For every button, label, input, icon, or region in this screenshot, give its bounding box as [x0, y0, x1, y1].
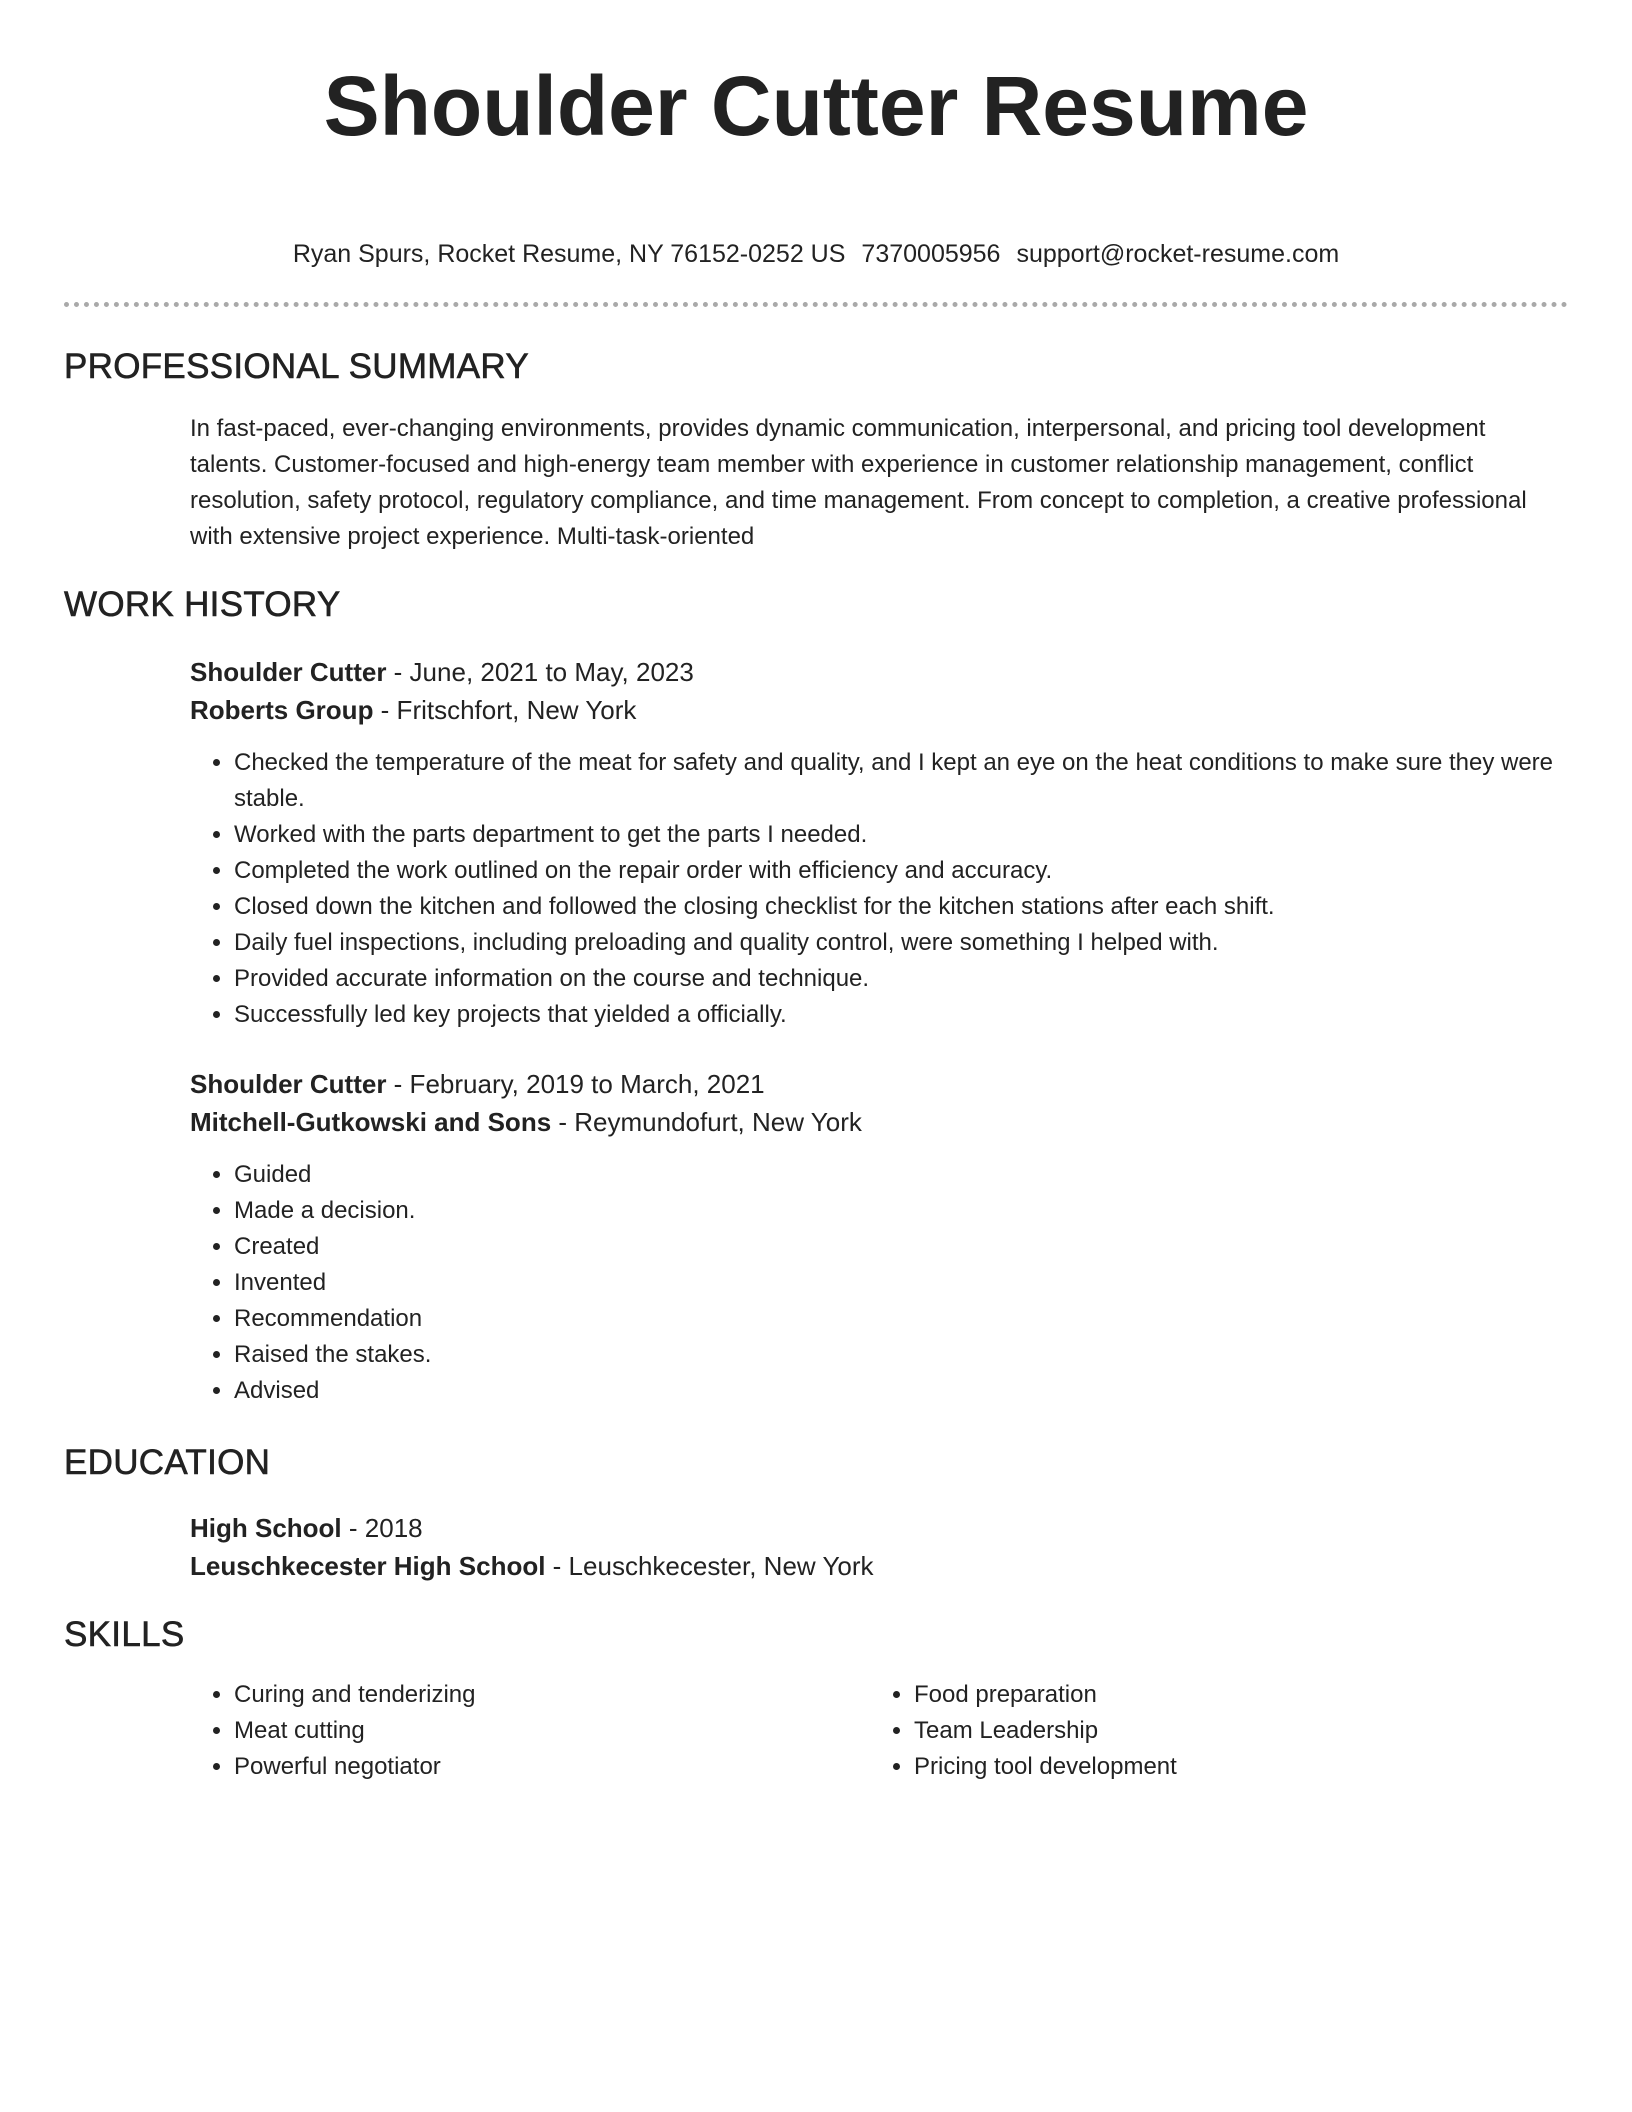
job-company-line: [190, 1103, 1568, 1141]
job-entry: [190, 653, 1568, 1033]
job-bullet: • Recommendation: [234, 1301, 1568, 1337]
job-company: Mitchell-Gutkowski and Sons: [190, 1107, 552, 1137]
job-bullet: • Completed the work outlined on the repair order with efficiency and accuracy.: [234, 853, 1568, 889]
education-year: - 2018: [341, 1513, 423, 1543]
header-divider: [64, 302, 1568, 307]
job-bullet: • Advised: [234, 1373, 1568, 1409]
education-school-line: [190, 1547, 1568, 1585]
job-bullet: • Successfully led key projects that yielded a officially.: [234, 997, 1568, 1033]
job-bullet: • Raised the stakes.: [234, 1337, 1568, 1373]
education-heading: EDUCATION: [64, 1443, 271, 1482]
skill-item: • Food preparation: [914, 1677, 1470, 1713]
job-bullet: • Created: [234, 1229, 1568, 1265]
job-title: Shoulder Cutter: [190, 657, 387, 687]
job-bullet: • Daily fuel inspections, including preloading and quality control, were something I helped with.: [234, 925, 1568, 961]
skills-grid: [190, 1677, 1568, 1785]
skill-item: • Meat cutting: [234, 1713, 870, 1749]
education-location: - Leuschkecester, New York: [545, 1551, 874, 1581]
skill-item: • Curing and tenderizing: [234, 1677, 870, 1713]
job-bullet: • Made a decision.: [234, 1193, 1568, 1229]
contact-address: Ryan Spurs, Rocket Resume, NY 76152-0252 US: [292, 240, 846, 268]
job-dates: - June, 2021 to May, 2023: [386, 657, 694, 687]
education-entry: [190, 1509, 1568, 1585]
contact-email: support@rocket-resume.com: [1016, 240, 1340, 268]
job-entry: [190, 1065, 1568, 1409]
job-bullet: • Worked with the parts department to get the parts I needed.: [234, 817, 1568, 853]
job-bullets: [190, 1157, 1568, 1409]
job-bullets: [190, 745, 1568, 1033]
job-bullet: • Closed down the kitchen and followed the closing checklist for the kitchen stations after each shift.: [234, 889, 1568, 925]
resume-title: Shoulder Cutter Resume: [323, 59, 1309, 153]
skills-heading: SKILLS: [64, 1615, 185, 1654]
job-bullet: • Provided accurate information on the course and technique.: [234, 961, 1568, 997]
job-bullet: • Invented: [234, 1265, 1568, 1301]
summary-heading: PROFESSIONAL SUMMARY: [64, 347, 529, 386]
education-degree-line: [190, 1509, 1568, 1547]
education-degree: High School: [190, 1513, 342, 1543]
contact-line: [64, 236, 1568, 272]
job-title-line: [190, 1065, 1568, 1103]
skill-item: • Team Leadership: [914, 1713, 1470, 1749]
job-bullet: • Guided: [234, 1157, 1568, 1193]
skills-column-left: [190, 1677, 870, 1785]
job-company: Roberts Group: [190, 695, 374, 725]
education-school: Leuschkecester High School: [190, 1551, 546, 1581]
summary-text: In fast-paced, ever-changing environments, provides dynamic communication, interpersonal, and pricing tool development talents. Customer-focused and high-energy team member with experience in customer relationship management, conflict resolution, safety protocol, regulatory compliance, and time management. From concept to completion, a creative professional with extensive project experience. Multi-task-oriented: [190, 415, 1527, 550]
skill-item: • Powerful negotiator: [234, 1749, 870, 1785]
skills-column-right: [870, 1677, 1470, 1785]
job-bullet: • Checked the temperature of the meat for safety and quality, and I kept an eye on the heat conditions to make sure they were stable.: [234, 745, 1568, 817]
job-location: - Reymundofurt, New York: [551, 1107, 862, 1137]
job-title-line: [190, 653, 1568, 691]
job-title: Shoulder Cutter: [190, 1069, 387, 1099]
job-location: - Fritschfort, New York: [373, 695, 637, 725]
job-company-line: [190, 691, 1568, 729]
work-history-heading: WORK HISTORY: [64, 585, 341, 624]
job-dates: - February, 2019 to March, 2021: [386, 1069, 765, 1099]
skill-item: • Pricing tool development: [914, 1749, 1470, 1785]
contact-phone: 7370005956: [861, 240, 1001, 268]
